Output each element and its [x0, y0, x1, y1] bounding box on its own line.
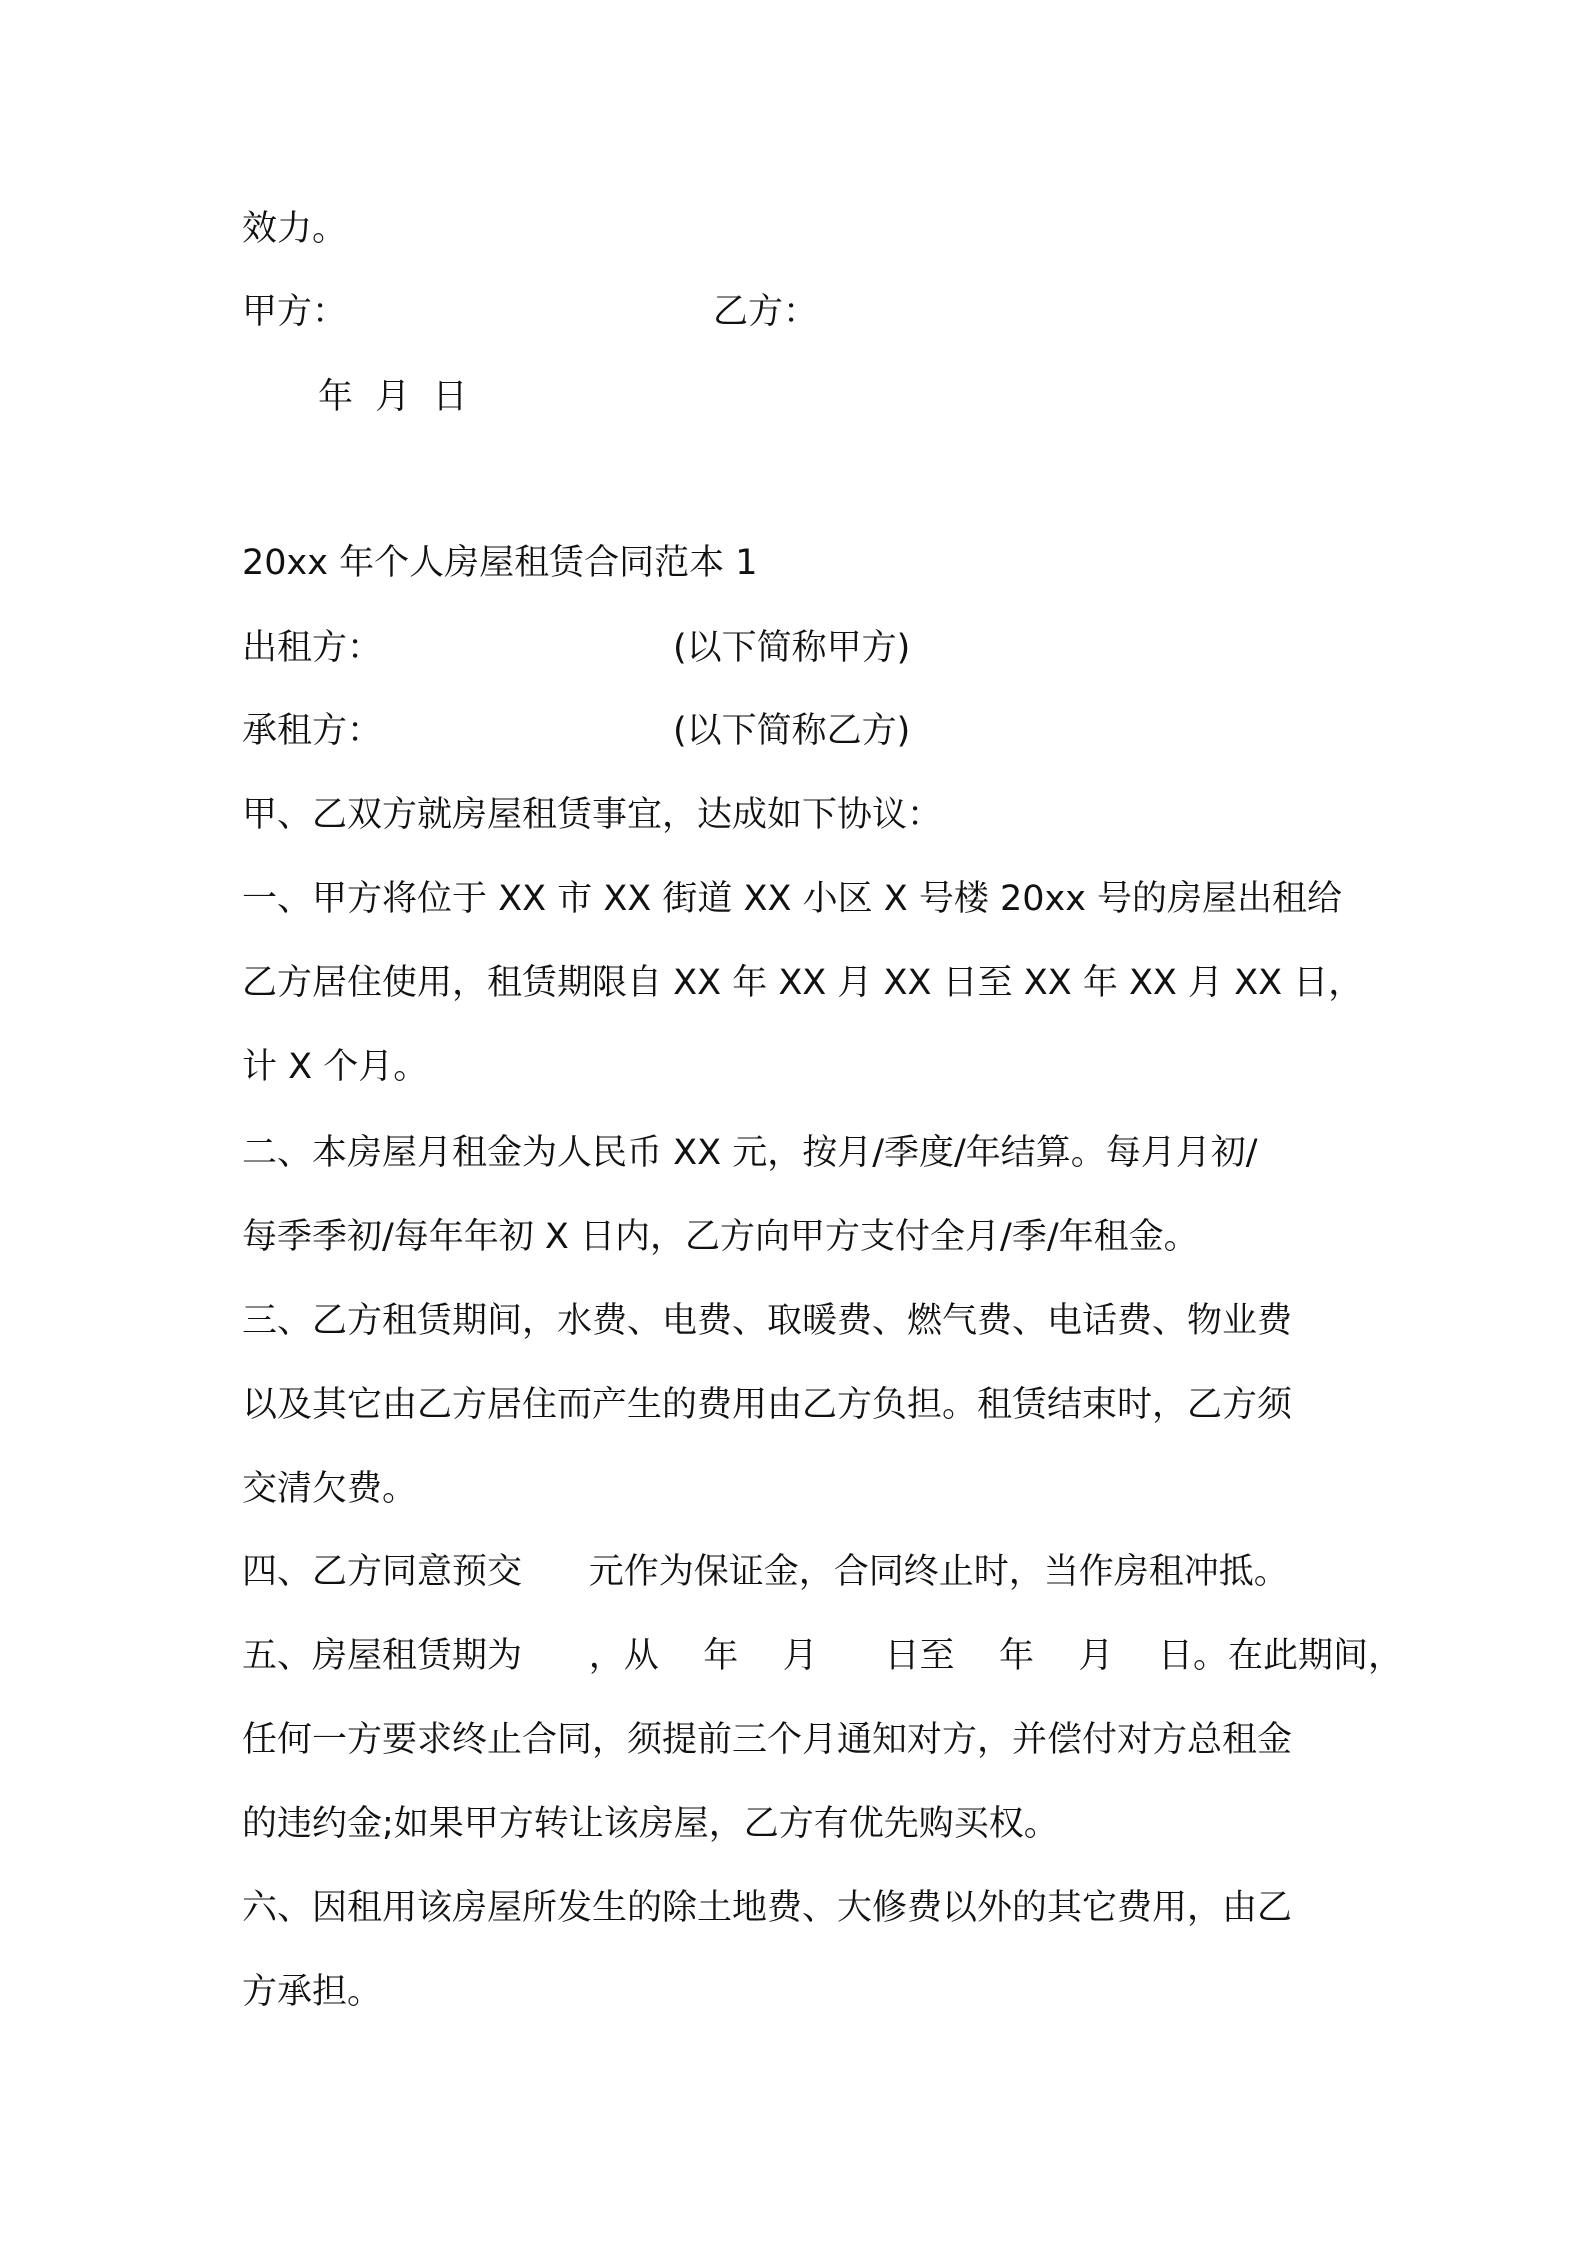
party-a-signature-label: 甲方： [242, 292, 348, 332]
lessor-label: 出租方： [242, 628, 383, 668]
clause-2-line: 每季季初/每年年初 X 日内，乙方向甲方支付全月/季/年租金。 [242, 1217, 1199, 1257]
clause-5-line: 的违约金;如果甲方转让该房屋，乙方有优先购买权。 [242, 1804, 1059, 1844]
clause-3-line: 交清欠费。 [242, 1469, 418, 1509]
previous-clause-tail: 效力。 [242, 209, 348, 249]
lessor-note: (以下简称甲方) [673, 628, 911, 668]
clause-4-line: 四、乙方同意预交 元作为保证金，合同终止时，当作房租冲抵。 [242, 1552, 1289, 1592]
signature-date-placeholder: 年 月 日 [318, 377, 468, 417]
clause-1-line: 乙方居住使用，租赁期限自 XX 年 XX 月 XX 日至 XX 年 XX 月 XX 日， [242, 963, 1364, 1003]
clause-3-line: 三、乙方租赁期间，水费、电费、取暖费、燃气费、电话费、物业费 [242, 1301, 1293, 1341]
clause-1-line: 计 X 个月。 [242, 1047, 429, 1087]
agreement-intro: 甲、乙双方就房屋租赁事宜，达成如下协议： [242, 795, 943, 835]
clause-3-line: 以及其它由乙方居住而产生的费用由乙方负担。租赁结束时，乙方须 [242, 1385, 1293, 1425]
clause-6-line: 方承担。 [242, 1972, 383, 2012]
clause-2-line: 二、本房屋月租金为人民币 XX 元，按月/季度/年结算。每月月初/ [242, 1133, 1258, 1173]
lessee-label: 承租方： [242, 711, 383, 751]
clause-6-line: 六、因租用该房屋所发生的除土地费、大修费以外的其它费用，由乙 [242, 1888, 1293, 1928]
contract-title: 20xx 年个人房屋租赁合同范本 1 [242, 543, 758, 583]
clause-1-line: 一、甲方将位于 XX 市 XX 街道 XX 小区 X 号楼 20xx 号的房屋出租给 [242, 879, 1343, 919]
lessee-note: (以下简称乙方) [673, 711, 911, 751]
clause-5-line: 五、房屋租赁期为 ，从 年 月 日至 年 月 日。在此期间， [242, 1636, 1404, 1676]
clause-5-line: 任何一方要求终止合同，须提前三个月通知对方，并偿付对方总租金 [242, 1720, 1293, 1760]
party-b-signature-label: 乙方： [713, 292, 819, 332]
